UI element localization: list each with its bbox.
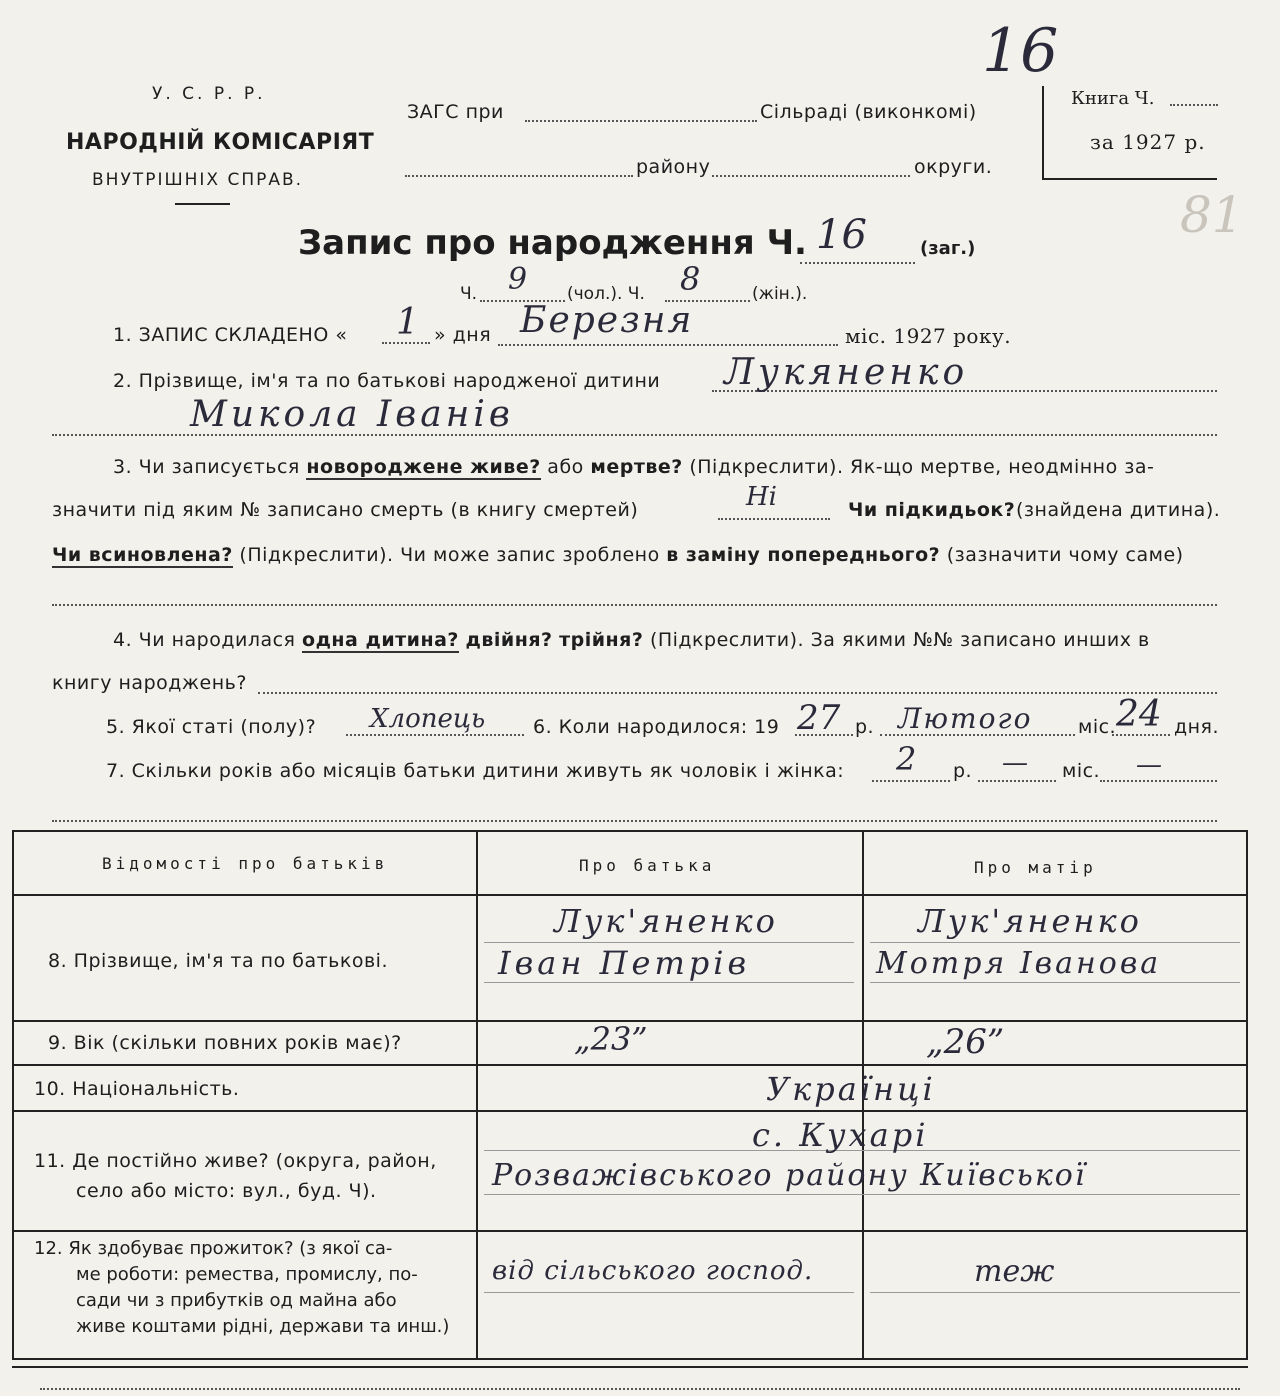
- item1-month: Березня: [520, 300, 694, 341]
- male-count-label: Ч.: [460, 284, 478, 304]
- item3-death-value: Ні: [746, 482, 777, 512]
- silradi-label: Сільраді (виконкомі): [760, 101, 977, 123]
- okrug-field: [712, 175, 910, 177]
- item4-triplets: трійня?: [559, 629, 644, 651]
- item7-mis: міс.: [1062, 760, 1101, 782]
- item2-surname: Лукяненко: [724, 352, 969, 393]
- parents-table: [12, 830, 1248, 1360]
- row11-district: Розважівського району Київської: [492, 1158, 1087, 1193]
- item5-label: 5. Якої статі (полу)?: [106, 716, 317, 738]
- row11-label-2: село або місто: вул., буд. Ч).: [76, 1180, 377, 1202]
- row9-divider: [14, 1064, 1246, 1066]
- item2-name: Микола Іванів: [190, 394, 514, 435]
- row10-nationality: Українці: [766, 1070, 936, 1108]
- item1-dnya: » дня: [434, 324, 492, 346]
- item1-year: міс. 1927 року.: [845, 324, 1012, 348]
- item3-dead: мертве?: [590, 456, 683, 478]
- item3-reason-field: [52, 604, 1217, 606]
- bottom-dotted-edge: [40, 1388, 1240, 1390]
- row12-father-occupation: від сільського господ.: [492, 1256, 814, 1286]
- row11-label-1: 11. Де постійно живе? (округа, район,: [34, 1150, 437, 1172]
- item3-l3a: (Підкреслити). Чи може запис зроблено: [239, 544, 660, 566]
- row9-label: 9. Вік (скільки повних років має)?: [48, 1032, 402, 1054]
- item4-one: одна дитина?: [302, 629, 459, 651]
- row8-father-line1: [484, 942, 854, 943]
- item5-sex: Хлопець: [370, 704, 486, 734]
- item3-adopted: Чи всиновлена?: [52, 544, 233, 566]
- row12-mother-line: [870, 1292, 1240, 1293]
- zags-field: [525, 120, 757, 122]
- title-zag: (заг.): [920, 238, 976, 259]
- title-number-field: [800, 262, 915, 264]
- row11-divider: [14, 1230, 1246, 1232]
- item6-r: р.: [855, 716, 875, 738]
- row11-line2: [484, 1194, 1240, 1195]
- item4-field: [258, 692, 1217, 694]
- item7-r: р.: [953, 760, 973, 782]
- item6-month: Лютого: [898, 702, 1033, 735]
- item6-year: 27: [797, 698, 841, 738]
- book-box-bottom: [1042, 178, 1217, 180]
- row8-label: 8. Прізвище, ім'я та по батькові.: [48, 950, 388, 972]
- row12-label-4: живе коштами рідні, держави та инш.): [76, 1316, 450, 1337]
- item1-month-field: [498, 344, 838, 346]
- zags-label: ЗАГС при: [407, 101, 504, 123]
- row8-mother-name: Мотря Іванова: [876, 946, 1162, 981]
- header-father: Про батька: [579, 856, 716, 875]
- raion-field: [405, 175, 633, 177]
- item2-label: 2. Прізвище, ім'я та по батькові народженої дитини: [113, 370, 661, 392]
- item3-alive: новороджене живе?: [306, 456, 541, 478]
- header-divider: [175, 203, 230, 205]
- item4-line1: [113, 629, 1150, 651]
- row10-label: 10. Національність.: [34, 1078, 240, 1100]
- book-year-label: за 1927 р.: [1090, 130, 1206, 154]
- item7-tail: —: [1136, 750, 1162, 780]
- row12-father-line: [484, 1292, 854, 1293]
- item3-death-field: [718, 518, 830, 520]
- male-count: 9: [508, 262, 528, 297]
- item3-line2: значити під яким № записано смерть (в книгу смертей): [52, 499, 639, 521]
- chol-label: (чол.). Ч.: [567, 284, 645, 304]
- book-number-field: [1170, 104, 1218, 106]
- item6-label: 6. Коли народилося: 19: [533, 716, 780, 738]
- row8-mother-surname: Лук'яненко: [918, 902, 1142, 940]
- item3-line3: [52, 544, 1184, 566]
- item1-label: 1. ЗАПИС СКЛАДЕНО «: [113, 324, 348, 346]
- zhin-label: (жін.).: [752, 284, 808, 304]
- book-box-left: [1042, 86, 1044, 180]
- row8-father-line2: [484, 982, 854, 983]
- item4-twins: двійня?: [465, 629, 553, 651]
- row12-label-1: 12. Як здобуває прожиток? (з якої са-: [34, 1238, 393, 1259]
- item3-found-note: (знайдена дитина).: [1016, 499, 1221, 521]
- item6-mis: міс.: [1078, 716, 1117, 738]
- bottom-border: [12, 1366, 1248, 1368]
- row10-divider: [14, 1110, 1246, 1112]
- item3-or: або: [547, 456, 584, 478]
- republic-label: У. С. Р. Р.: [152, 84, 266, 104]
- okrugy-label: округи.: [914, 156, 993, 178]
- item3-line1: [113, 456, 1154, 478]
- row12-label-2: ме роботи: ремества, промислу, по-: [76, 1264, 418, 1285]
- row12-label-3: сади чи з прибутків од майна або: [76, 1290, 397, 1311]
- header-parents-info: Відомості про батьків: [102, 854, 389, 873]
- table-col-divider-1: [476, 832, 478, 1358]
- item7-extra-field: [52, 820, 1217, 822]
- row8-father-surname: Лук'яненко: [554, 902, 778, 940]
- item7-months-field: [978, 780, 1056, 782]
- item4-intro: 4. Чи народилася: [113, 629, 296, 651]
- item3-l3b: (зазначити чому саме): [946, 544, 1184, 566]
- item3-intro: 3. Чи записується: [113, 456, 300, 478]
- document-title: Запис про народження Ч.: [298, 223, 807, 263]
- row8-father-name: Іван Петрів: [498, 944, 751, 982]
- female-count: 8: [680, 260, 701, 298]
- item6-year-field: [795, 734, 853, 736]
- item7-tail-field: [1100, 780, 1217, 782]
- item7-years-field: [872, 780, 950, 782]
- item4-line2: книгу народжень?: [52, 672, 247, 694]
- row9-mother-age: „26”: [926, 1022, 1005, 1062]
- corner-number: 16: [982, 16, 1059, 86]
- raionu-label: району: [636, 156, 711, 178]
- item6-dnya: дня.: [1174, 716, 1220, 738]
- item4-rest: (Підкреслити). За якими №№ записано инших в: [649, 629, 1150, 651]
- margin-number: 81: [1180, 186, 1244, 244]
- title-number: 16: [816, 212, 867, 258]
- item5-field: [346, 734, 524, 736]
- item3-rest: (Підкреслити). Як-що мертве, неодмінно за-: [689, 456, 1155, 478]
- item7-months: —: [1002, 748, 1028, 778]
- item7-years: 2: [896, 740, 917, 778]
- item3-foundling: Чи підкидьок?: [848, 499, 1016, 521]
- commissariat-label: НАРОДНІЙ КОМІСАРІЯТ: [66, 130, 375, 155]
- item6-day: 24: [1116, 694, 1162, 735]
- item1-day: 1: [396, 302, 419, 343]
- department-label: ВНУТРІШНІХ СПРАВ.: [92, 170, 304, 190]
- table-header-divider: [14, 894, 1246, 896]
- header-mother: Про матір: [974, 858, 1097, 877]
- row9-father-age: „23”: [574, 1020, 648, 1058]
- row11-village: с. Кухарі: [752, 1116, 929, 1154]
- row12-mother-occupation: теж: [974, 1254, 1055, 1289]
- row8-mother-line1: [870, 942, 1240, 943]
- row8-mother-line2: [870, 982, 1240, 983]
- item7-label: 7. Скільки років або місяців батьки дитини живуть як чоловік і жінка:: [106, 760, 845, 782]
- book-number-label: Книга Ч.: [1071, 88, 1155, 109]
- item3-replace: в заміну попереднього?: [666, 544, 941, 566]
